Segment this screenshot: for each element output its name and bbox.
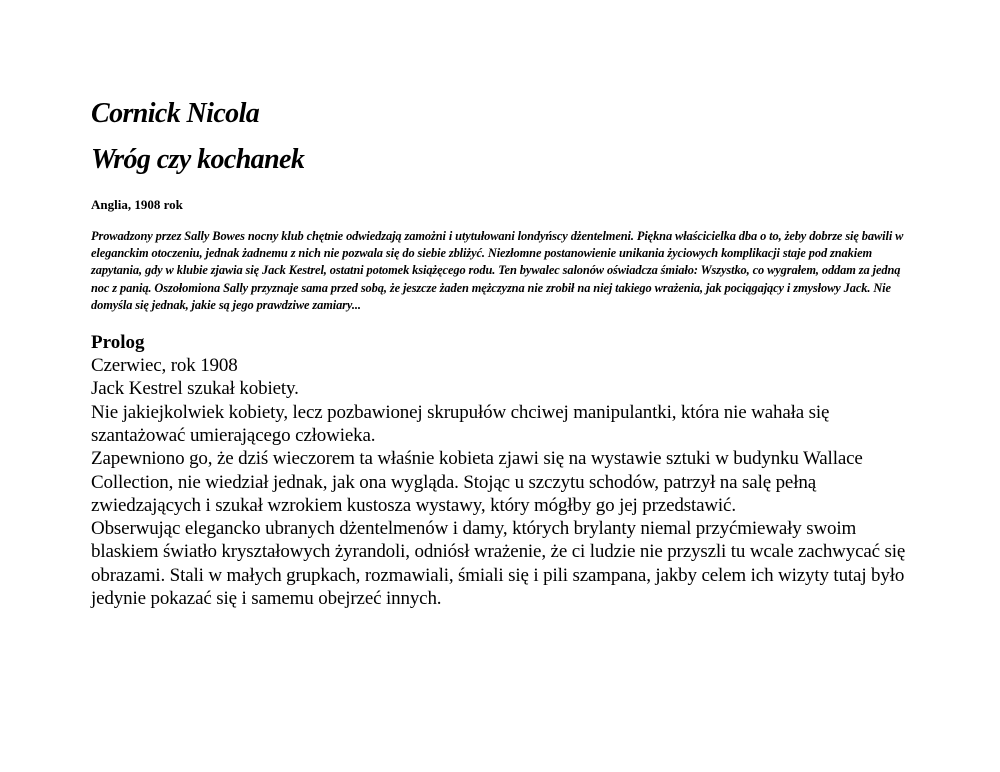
paragraph: Obserwując elegancko ubranych dżentelmenów i damy, których brylanty niemal przyćmiewały swoim blaskiem światło kryształowych żyrandoli, odniósł wrażenie, że ci ludzie nie przyszli tu wcale zachwycać się obrazami. Stali w małych grupkach, rozmawiali, śmiali się i pili szampana, jakby celem ich wizyty tutaj było jedynie pokazać się i samemu obejrzeć innych. xyxy=(91,518,906,609)
paragraph-date: Czerwiec, rok 1908 xyxy=(91,355,238,377)
author-name: Cornick Nicola xyxy=(91,98,260,129)
setting-line: Anglia, 1908 rok xyxy=(91,197,183,212)
chapter-heading: Prolog xyxy=(91,332,145,354)
document-page xyxy=(91,96,921,610)
paragraph: Jack Kestrel szukał kobiety. xyxy=(91,378,299,400)
book-blurb: Prowadzony przez Sally Bowes nocny klub chętnie odwiedzają zamożni i utytułowani londyńscy dżentelmeni. Piękna właścicielka dba o to, żeby dobrze się bawili w eleganckim otoczeniu, jednak żadnemu z nich nie pozwala się do siebie zbliżyć. Niezłomne postanowienie unikania życiowych komplikacji staje pod znakiem zapytania, gdy w klubie zjawia się Jack Kestrel, ostatni potomek książęcego rodu. Ten bywalec salonów oświadcza śmiało: Wszystko, co wygrałem, oddam za jedną noc z panią. Oszołomiona Sally przyznaje sama przed sobą, że jeszcze żaden mężczyzna nie zrobił na niej takiego wrażenia, jak pociągający i zmysłowy Jack. Nie domyśla się jednak, jakie są jego prawdziwe zamiary... xyxy=(91,229,904,312)
paragraph: Nie jakiejkolwiek kobiety, lecz pozbawionej skrupułów chciwej manipulantki, która nie wahała się szantażować umierającego człowieka. xyxy=(91,401,830,446)
chapter-body xyxy=(91,354,921,610)
paragraph: Zapewniono go, że dziś wieczorem ta właśnie kobieta zjawi się na wystawie sztuki w budynku Wallace Collection, nie wiedział jednak, jak ona wygląda. Stojąc u szczytu schodów, patrzył na salę pełną zwiedzających i szukał wzrokiem kustosza wystawy, który mógłby go jej przedstawić. xyxy=(91,448,863,516)
book-title: Wróg czy kochanek xyxy=(91,144,305,175)
